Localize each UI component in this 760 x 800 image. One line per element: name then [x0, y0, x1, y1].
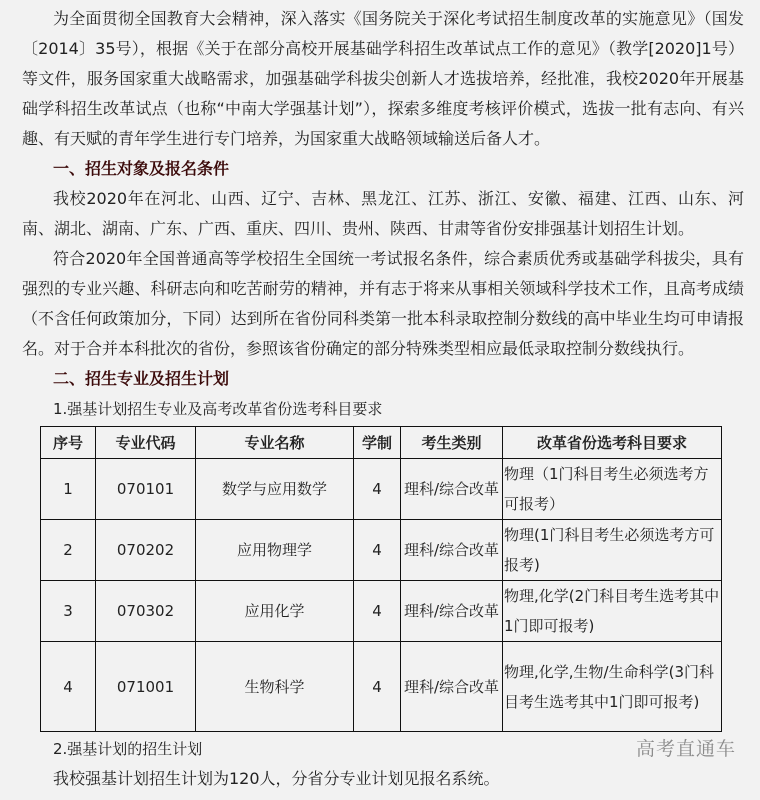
cell-major: 数学与应用数学	[196, 459, 354, 520]
table-row	[41, 642, 722, 732]
cell-category: 理科/综合改革	[401, 520, 503, 581]
cell-code: 070101	[96, 459, 196, 520]
majors-table	[40, 426, 722, 732]
cell-category: 理科/综合改革	[401, 642, 503, 732]
section-2-paragraph-3: 我校强基计划招生计划为120人，分省分专业计划见报名系统。	[53, 769, 500, 788]
section-2-subheading-1: 1.强基计划招生专业及高考改革省份选考科目要求	[53, 400, 383, 418]
plan-section	[22, 732, 744, 800]
header-index: 序号	[41, 427, 96, 459]
cell-requirement: 物理,化学,生物/生命科学(3门科目考生选考其中1门即可报考)	[503, 642, 722, 732]
section-1-heading: 一、招生对象及报名条件	[53, 159, 230, 178]
cell-requirement: 物理（1门科目考生必须选考方可报考）	[503, 459, 722, 520]
cell-code: 070202	[96, 520, 196, 581]
plan-heading-row	[22, 734, 744, 764]
cell-requirement: 物理,化学(2门科目考生选考其中1门即可报考)	[503, 581, 722, 642]
cell-years: 4	[354, 520, 401, 581]
cell-category: 理科/综合改革	[401, 459, 503, 520]
section-1-paragraph-1: 我校2020年在河北、山西、辽宁、吉林、黑龙江、江苏、浙江、安徽、福建、江西、山东、河南、湖北、湖南、广东、广西、重庆、四川、贵州、陕西、甘肃等省份安排强基计划招生计划。	[22, 189, 744, 238]
cell-code: 071001	[96, 642, 196, 732]
cell-index: 2	[41, 520, 96, 581]
cell-index: 1	[41, 459, 96, 520]
cell-index: 4	[41, 642, 96, 732]
section-2-heading: 二、招生专业及招生计划	[53, 369, 230, 388]
cell-years: 4	[354, 459, 401, 520]
section-2-subheading-2: 2.强基计划的招生计划	[53, 740, 203, 758]
cell-years: 4	[354, 642, 401, 732]
table-row	[41, 459, 722, 520]
cell-major: 应用物理学	[196, 520, 354, 581]
cell-years: 4	[354, 581, 401, 642]
header-requirement: 改革省份选考科目要求	[503, 427, 722, 459]
header-category: 考生类别	[401, 427, 503, 459]
table-header-row	[41, 427, 722, 459]
header-code: 专业代码	[96, 427, 196, 459]
cell-index: 3	[41, 581, 96, 642]
cell-code: 070302	[96, 581, 196, 642]
section-1-paragraph-2: 符合2020年全国普通高等学校招生全国统一考试报名条件，综合素质优秀或基础学科拔尖，具有强烈的专业兴趣、科研志向和吃苦耐劳的精神，并有志于将来从事相关领域科学技术工作，且高考成绩（不含任何政策加分，下同）达到所在省份同科类第一批本科录取控制分数线的高中毕业生均可申请报名。对于合并本科批次的省份，参照该省份确定的部分特殊类型相应最低录取控制分数线执行。	[22, 249, 744, 358]
cell-major: 生物科学	[196, 642, 354, 732]
cell-category: 理科/综合改革	[401, 581, 503, 642]
article-body	[22, 0, 744, 424]
intro-paragraph: 为全面贯彻全国教育大会精神，深入落实《国务院关于深化考试招生制度改革的实施意见》（国发〔2014〕35号），根据《关于在部分高校开展基础学科招生改革试点工作的意见》（教学[2020]1号）等文件，服务国家重大战略需求，加强基础学科拔尖创新人才选拔培养，经批准，我校2020年开展基础学科招生改革试点（也称“中南大学强基计划”），探索多维度考核评价模式，选拔一批有志向、有兴趣、有天赋的青年学生进行专门培养，为国家重大战略领域输送后备人才。	[22, 9, 744, 148]
header-years: 学制	[354, 427, 401, 459]
cell-major: 应用化学	[196, 581, 354, 642]
cell-requirement: 物理(1门科目考生必须选考方可报考)	[503, 520, 722, 581]
watermark: 高考直通车	[635, 738, 736, 760]
header-major: 专业名称	[196, 427, 354, 459]
table-row	[41, 520, 722, 581]
table-row	[41, 581, 722, 642]
